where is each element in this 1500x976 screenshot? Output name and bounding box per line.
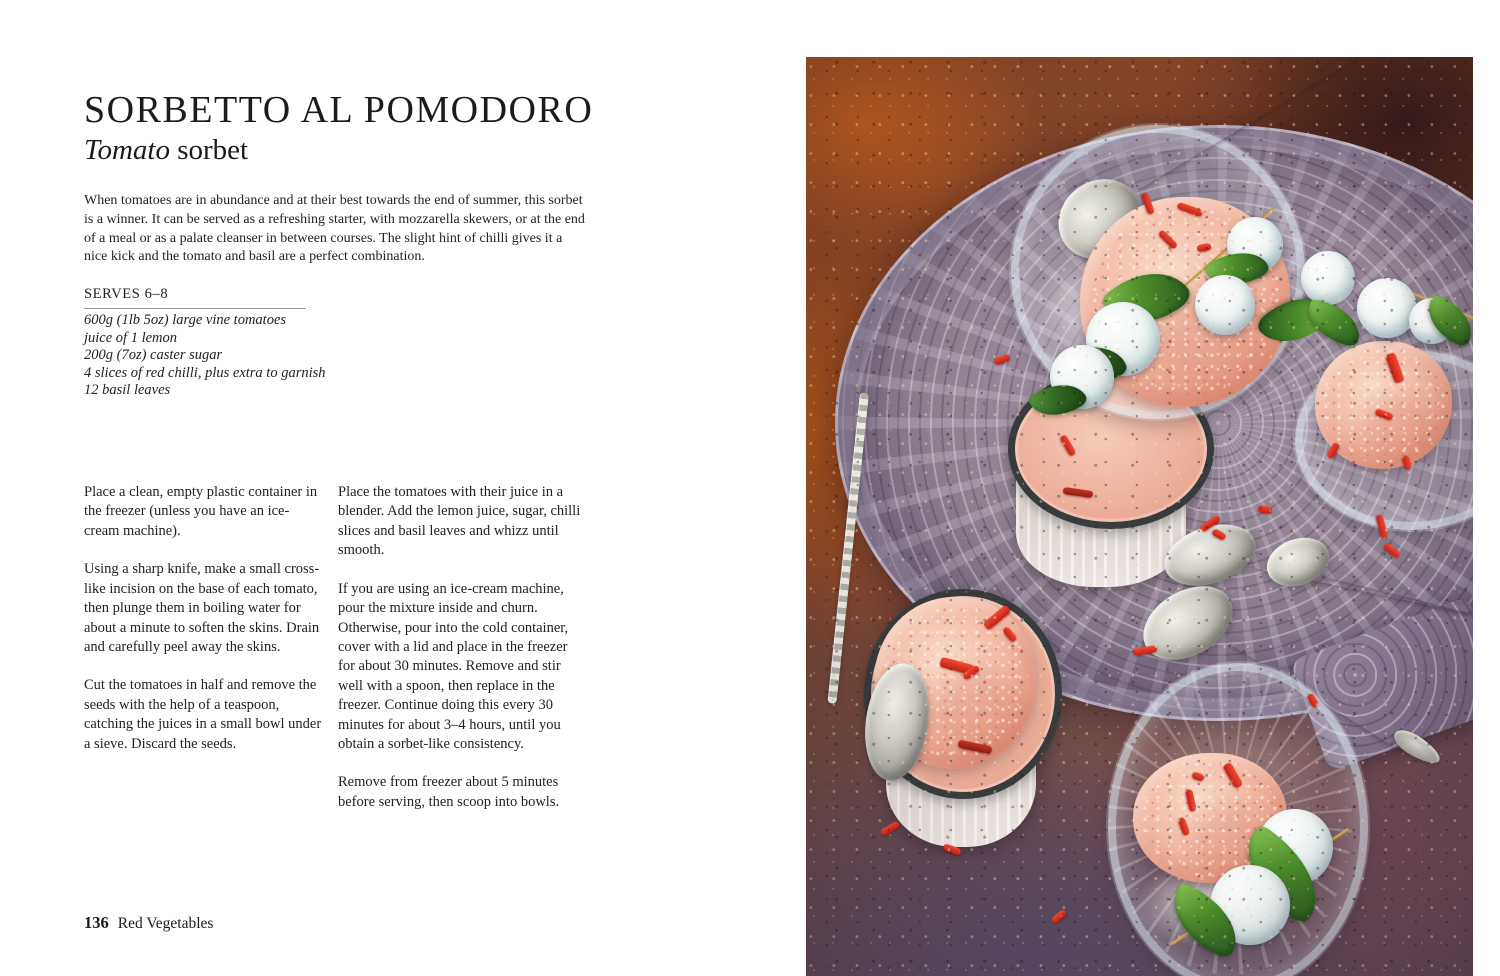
page-footer <box>84 913 213 933</box>
method-column-2 <box>338 483 584 831</box>
method-paragraph: Place the tomatoes with their juice in a blender. Add the lemon juice, sugar, chilli slices and basil leaves and whizz until smooth. <box>338 484 581 559</box>
recipe-subtitle-rest: sorbet <box>169 134 249 167</box>
method-paragraph: Using a sharp knife, make a small cross-like incision on the base of each tomato, then plunge them in boiling water for about a minute to soften the skins. Drain and carefully peel away the skins. <box>84 561 320 655</box>
method-paragraph: Remove from freezer about 5 minutes before serving, then scoop into bowls. <box>338 774 560 810</box>
ingredient-item: 200g (7oz) caster sugar <box>84 347 223 364</box>
ingredient-item: juice of 1 lemon <box>84 329 178 346</box>
mozzarella-ball <box>1195 275 1255 335</box>
mozzarella-ball <box>1357 278 1417 338</box>
recipe-title: SORBETTO AL POMODORO <box>84 89 594 132</box>
ingredient-item: 4 slices of red chilli, plus extra to garnish <box>84 364 326 381</box>
mozzarella-ball <box>1301 251 1355 305</box>
recipe-subtitle-italian-word: Tomato <box>84 134 170 167</box>
method-paragraph: If you are using an ice-cream machine, pour the mixture inside and churn. Otherwise, pour into the cold container, cover with a lid and place in the freezer for about 30 minutes. Remove and stir well with a spoon, then replace in the freezer. Continue doing this every 30 minutes for about 3–4 hours, until you obtain a sorbet-like consistency. <box>338 580 569 753</box>
ingredients-list <box>84 312 328 400</box>
method-paragraph: Place a clean, empty plastic container in the freezer (unless you have an ice-cream machine). <box>84 484 318 539</box>
chilli-slice <box>1051 909 1068 925</box>
chilli-slice <box>880 820 901 836</box>
page-number: 136 <box>84 913 109 932</box>
ingredient-item: 12 basil leaves <box>84 382 171 399</box>
recipe-subtitle <box>84 134 248 167</box>
ingredient-item: 600g (1lb 5oz) large vine tomatoes <box>84 312 287 328</box>
method-paragraph: Cut the tomatoes in half and remove the seeds with the help of a teaspoon, catching the juices in a small bowl under a sieve. Discard the seeds. <box>84 677 322 752</box>
serves-heading: SERVES 6–8 <box>84 286 306 309</box>
section-title: Red Vegetables <box>117 915 214 932</box>
recipe-photo <box>806 57 1473 976</box>
recipe-intro: When tomatoes are in abundance and at their best towards the end of summer, this sorbet is a winner. It can be served as a refreshing starter, with mozzarella skewers, or at the end of a meal or as a palate cleanser in between courses. The slight hint of chilli gives it a nice kick and the tomato and basil are a perfect combination. <box>84 193 585 265</box>
method-column-1 <box>84 483 322 773</box>
